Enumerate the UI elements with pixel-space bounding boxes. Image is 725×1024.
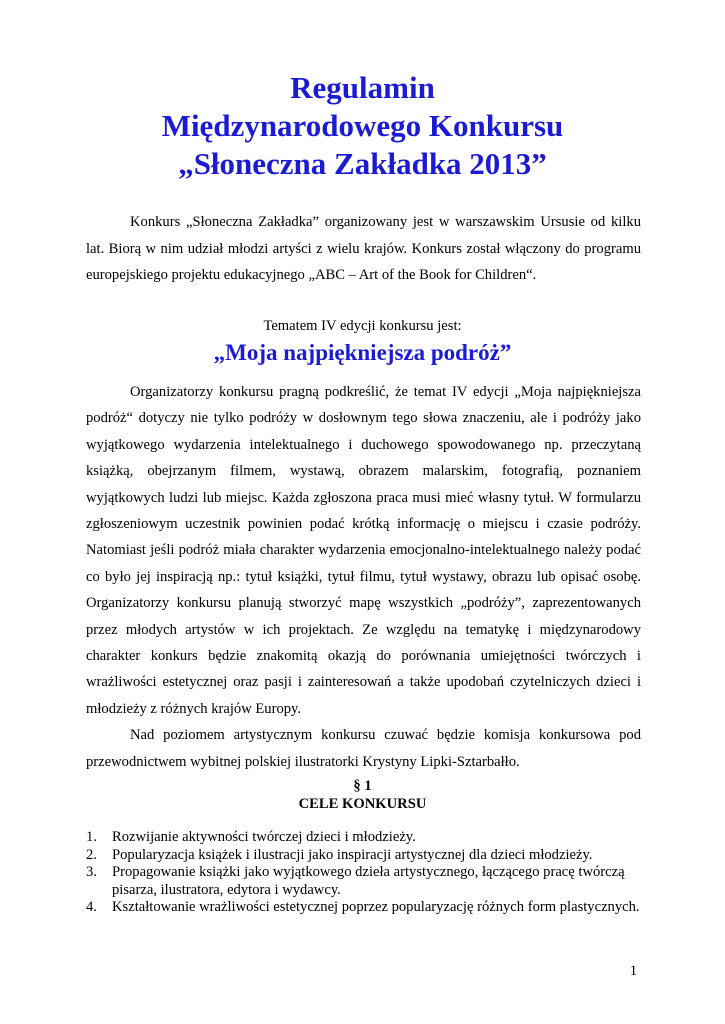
section-title: CELE KONKURSU [298, 796, 427, 812]
list-item-text: Popularyzacja książek i ilustracji jako inspiracji artystycznej dla dzieci młodzieży. [112, 846, 593, 863]
theme-lead: Tematem IV edycji konkursu jest: [263, 318, 462, 334]
title-line-2: Międzynarodowego Konkursu [161, 108, 564, 143]
goals-list [86, 829, 646, 917]
list-item-number: 1. [86, 829, 97, 845]
body-paragraph-1: Organizatorzy konkursu pragną podkreślić, że temat IV edycji „Moja najpiękniejsza podróż“ dotyczy nie tylko podróży w dosłownym tego słowa znaczeniu, ale i podróży jako wyjątkowego wydarzenia intelektualnego i duchowego spowodowanego np. przeczytaną książką, obejrzanym filmem, wystawą, obrazem malarskim, fotografią, poznaniem wyjątkowych ludzi lub miejsc. Każda zgłoszona praca musi mieć własny tytuł. W formularzu zgłoszeniowym uczestnik powinien podać krótką informację o miejscu i czasie podróży. Natomiast jeśli podróż miała charakter wydarzenia emocjonalno-intelektualnego należy podać co było jej inspiracją np.: tytuł książki, tytuł filmu, tytuł wystawy, obrazu lub opisać osobę. Organizatorzy konkursu planują stworzyć mapę wszystkich „podróży”, zaprezentowanych przez młodych artystów w ich projektach. Ze względu na tematykę i międzynarodowy charakter konkurs będzie znakomitą okazją do porównania umiejętności twórczych i wrażliwości estetycznej oraz pasji i zainteresowań a także upodobań czytelniczych dzieci i młodzieży z różnych krajów Europy. [86, 384, 641, 717]
intro-text: Konkurs „Słoneczna Zakładka” organizowany jest w warszawskim Ursusie od kilku lat. Biorą w nim udział młodzi artyści z wielu krajów. Konkurs został włączony do programu europejskiego projektu edukacyjnego „ABC – Art of the Book for Children“. [86, 214, 641, 283]
title-line-1: Regulamin [290, 70, 435, 105]
body-text [86, 379, 641, 775]
list-item-number: 2. [86, 846, 97, 863]
theme-title: „Moja najpiękniejsza podróż” [213, 340, 512, 365]
list-item-number: 4. [86, 899, 97, 915]
list-item [86, 829, 646, 847]
list-item-text: Rozwijanie aktywności twórczej dzieci i młodzieży. [112, 829, 416, 845]
list-item-number: 3. [86, 864, 97, 880]
list-item [86, 899, 646, 917]
page-number: 1 [629, 963, 637, 979]
list-item [86, 847, 646, 865]
list-item-text: Kształtowanie wrażliwości estetycznej poprzez popularyzację różnych form plastycznych. [112, 899, 640, 915]
list-item-text: Propagowanie książki jako wyjątkowego dzieła artystycznego, łączącego pracę twórczą pisarza, ilustratora, edytora i wydawcy. [112, 864, 625, 898]
section-number: § 1 [353, 778, 372, 794]
intro-paragraph [86, 209, 641, 289]
title-line-3: „Słoneczna Zakładka 2013” [178, 146, 547, 181]
body-paragraph-2: Nad poziomem artystycznym konkursu czuwać będzie komisja konkursowa pod przewodnictwem wybitnej polskiej ilustratorki Krystyny Lipki-Sztarbałło. [86, 727, 641, 770]
list-item [86, 864, 646, 899]
